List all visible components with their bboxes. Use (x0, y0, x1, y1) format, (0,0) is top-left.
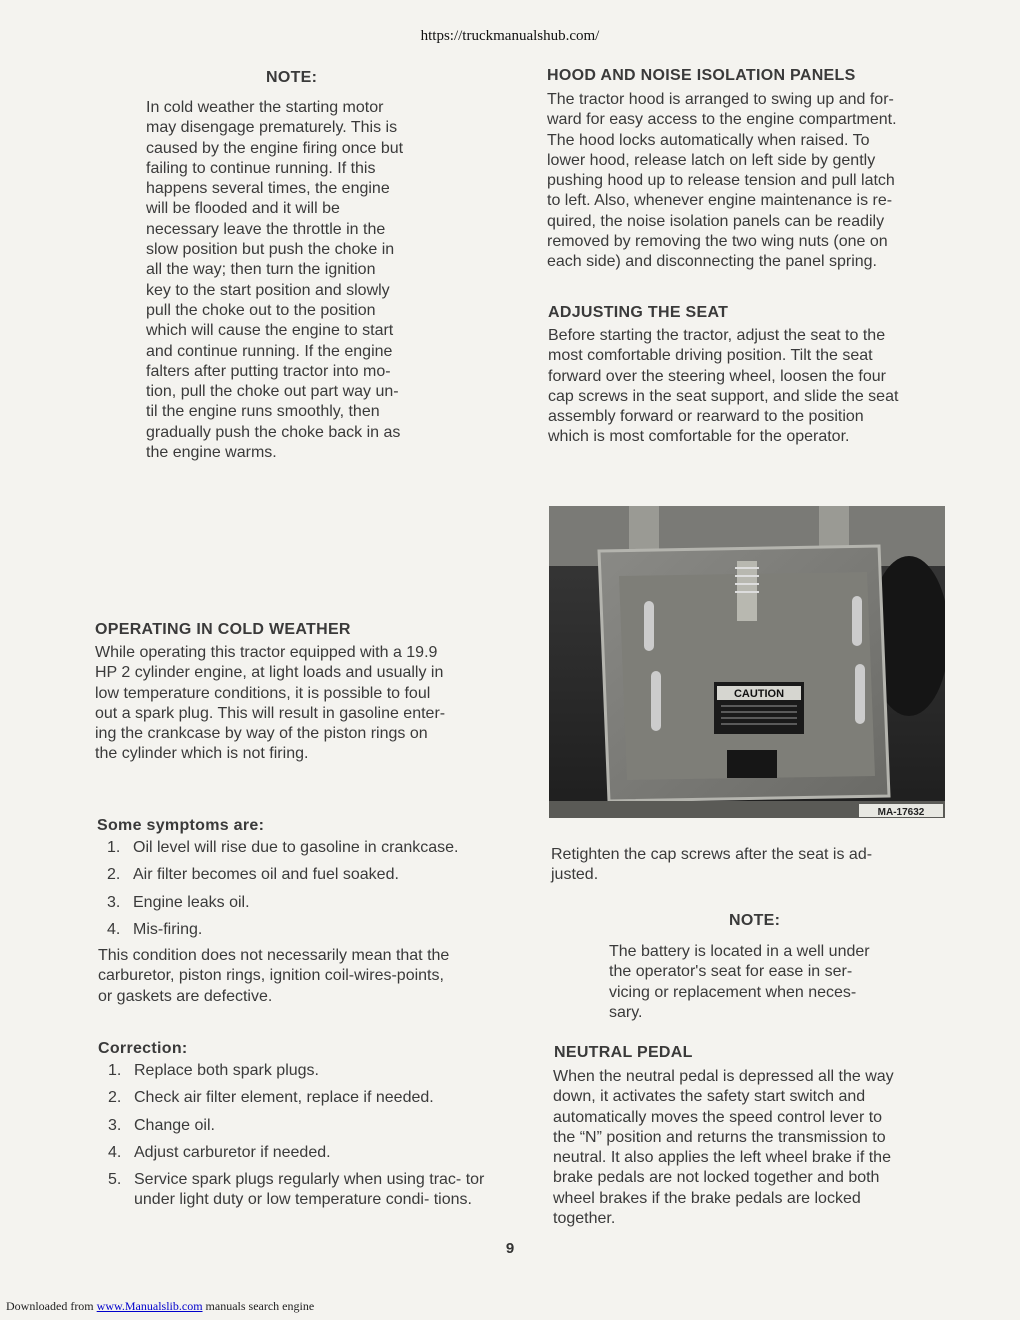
text-line: In cold weather the starting motor (146, 99, 384, 116)
seat-support-photo (549, 506, 945, 818)
list-item-text: Air filter becomes oil and fuel soaked. (133, 866, 399, 884)
list-item-number: 2. (107, 866, 121, 884)
list-item-number: 5. (108, 1171, 122, 1189)
retighten-body (551, 845, 957, 886)
photo-id-label: MA-17632 (877, 807, 925, 818)
text-line: tion, pull the choke out part way un- (146, 383, 399, 401)
text-line: the cylinder which is not firing. (95, 745, 309, 763)
header-url: https://truckmanualshub.com/ (420, 28, 600, 44)
condition-body (98, 946, 503, 1007)
text-line: necessary leave the throttle in the (146, 220, 386, 238)
list-item-text: Service spark plugs regularly when using trac- tor under light duty or low temperature condi- tions. (134, 1171, 485, 1209)
manualslib-link[interactable]: www.Manualslib.com (96, 1299, 203, 1313)
correction-title: Correction: (98, 1040, 188, 1057)
text-line: pull the choke out to the position (146, 301, 376, 319)
text-line: key to the start position and slowly (146, 281, 390, 299)
list-item (98, 1061, 506, 1081)
text-line: neutral. It also applies the left wheel brake if the (553, 1149, 891, 1167)
list-item-text: Change oil. (134, 1116, 215, 1134)
left-note-body (146, 98, 438, 463)
text-line: This condition does not necessarily mean that the (98, 947, 450, 964)
seat-support-illustration (549, 506, 945, 818)
text-line: sary. (609, 1003, 643, 1021)
seat-body (548, 326, 954, 448)
text-line: happens several times, the engine (146, 180, 390, 198)
text-line: carburetor, piston rings, ignition coil-wires-points, (98, 967, 444, 985)
text-line: and continue running. If the engine (146, 342, 393, 360)
text-line: which will cause the engine to start (146, 322, 394, 340)
text-line: the “N” position and returns the transmission to (553, 1128, 886, 1146)
list-item (97, 920, 507, 940)
text-line: falters after putting tractor into mo- (146, 362, 391, 380)
right-note-title: NOTE: (729, 912, 781, 929)
text-line: lower hood, release latch on left side by gently (547, 151, 876, 169)
text-line: each side) and disconnecting the panel spring. (547, 253, 877, 271)
list-item-text: Adjust carburetor if needed. (134, 1143, 331, 1161)
text-line: brake pedals are not locked together and both (553, 1169, 880, 1187)
text-line: together. (553, 1210, 616, 1228)
list-item (98, 1143, 506, 1163)
text-line: pushing hood up to release tension and pull latch (547, 172, 895, 190)
text-line: out a spark plug. This will result in gasoline enter- (95, 704, 446, 722)
text-line: Retighten the cap screws after the seat is ad- (551, 846, 873, 863)
list-item-text: Mis-firing. (133, 920, 203, 938)
text-line: failing to continue running. If this (146, 159, 376, 177)
text-line: low temperature conditions, it is possible to foul (95, 684, 431, 702)
neutral-pedal-body (553, 1067, 957, 1229)
list-item-number: 2. (108, 1089, 122, 1107)
page-number: 9 (505, 1240, 515, 1257)
text-line: vicing or replacement when neces- (609, 983, 857, 1001)
correction-list (98, 1061, 506, 1218)
right-note-body (609, 942, 903, 1023)
list-item (98, 1116, 506, 1136)
list-item (97, 865, 507, 885)
list-item-number: 3. (108, 1116, 122, 1134)
text-line: While operating this tractor equipped with a 19.9 (95, 644, 438, 661)
hood-title: HOOD AND NOISE ISOLATION PANELS (547, 67, 856, 84)
cold-weather-body (95, 643, 500, 765)
text-line: all the way; then turn the ignition (146, 261, 376, 279)
list-item (97, 838, 507, 858)
list-item-number: 3. (107, 893, 121, 911)
text-line: The hood locks automatically when raised. To (547, 131, 870, 149)
footer-prefix: Downloaded from (6, 1299, 94, 1313)
text-line: justed. (551, 866, 599, 884)
text-line: The tractor hood is arranged to swing up and for- (547, 91, 894, 108)
text-line: Before starting the tractor, adjust the seat to the (548, 327, 886, 344)
text-line: will be flooded and it will be (146, 200, 340, 218)
list-item-number: 4. (108, 1143, 122, 1161)
text-line: most comfortable driving position. Tilt the seat (548, 347, 873, 365)
text-line: may disengage prematurely. This is (146, 119, 398, 137)
text-line: assembly forward or rearward to the position (548, 408, 864, 426)
text-line: HP 2 cylinder engine, at light loads and usually in (95, 664, 444, 682)
footer (6, 1299, 314, 1314)
text-line: til the engine runs smoothly, then (146, 403, 380, 421)
footer-suffix: manuals search engine (205, 1299, 315, 1313)
list-item-text: Replace both spark plugs. (134, 1062, 319, 1079)
list-item-text: Oil level will rise due to gasoline in crankcase. (133, 839, 459, 856)
seat-title: ADJUSTING THE SEAT (548, 304, 729, 321)
list-item-number: 4. (107, 920, 121, 938)
list-item-text: Engine leaks oil. (133, 893, 250, 911)
text-line: the operator's seat for ease in ser- (609, 963, 853, 981)
text-line: When the neutral pedal is depressed all the way (553, 1068, 894, 1085)
text-line: quired, the noise isolation panels can be readily (547, 212, 885, 230)
list-item (98, 1170, 506, 1211)
text-line: caused by the engine firing once but (146, 139, 404, 157)
text-line: forward over the steering wheel, loosen the four (548, 367, 886, 385)
left-note-title: NOTE: (266, 69, 318, 86)
text-line: cap screws in the seat support, and slide the seat (548, 387, 899, 405)
text-line: down, it activates the safety start switch and (553, 1088, 866, 1106)
list-item-number: 1. (107, 839, 121, 856)
text-line: ing the crankcase by way of the piston rings on (95, 725, 428, 743)
text-line: to left. Also, whenever engine maintenance is re- (547, 192, 893, 210)
text-line: ward for easy access to the engine compartment. (547, 111, 897, 129)
list-item (97, 893, 507, 913)
text-line: or gaskets are defective. (98, 987, 273, 1005)
caution-label: CAUTION (733, 688, 785, 700)
text-line: slow position but push the choke in (146, 241, 395, 259)
text-line: which is most comfortable for the operator. (548, 428, 850, 446)
text-line: the engine warms. (146, 444, 277, 462)
cold-weather-title: OPERATING IN COLD WEATHER (95, 621, 351, 638)
symptoms-list (97, 838, 507, 947)
list-item-number: 1. (108, 1062, 122, 1079)
text-line: automatically moves the speed control lever to (553, 1108, 883, 1126)
text-line: removed by removing the two wing nuts (one on (547, 233, 888, 251)
text-line: The battery is located in a well under (609, 943, 870, 960)
text-line: gradually push the choke back in as (146, 423, 401, 441)
list-item-text: Check air filter element, replace if needed. (134, 1089, 434, 1107)
text-line: wheel brakes if the brake pedals are locked (553, 1189, 861, 1207)
list-item (98, 1088, 506, 1108)
neutral-pedal-title: NEUTRAL PEDAL (554, 1044, 693, 1061)
hood-body (547, 90, 953, 273)
symptoms-title: Some symptoms are: (97, 817, 265, 834)
